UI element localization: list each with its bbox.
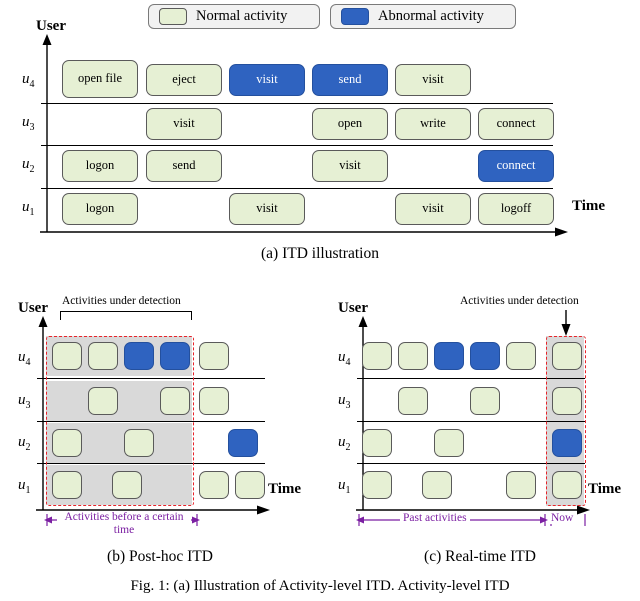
panel-b-top-brace — [60, 311, 192, 320]
activity-cell[interactable] — [506, 471, 536, 499]
activity-box[interactable]: connect — [478, 108, 554, 140]
activity-box[interactable]: write — [395, 108, 471, 140]
panel-c-time-axis-label: Time — [588, 481, 622, 497]
activity-box[interactable]: visit — [229, 64, 305, 96]
panel-c-top-annotation: Activities under detection — [460, 295, 579, 307]
activity-cell[interactable] — [362, 342, 392, 370]
legend-abnormal-label: Abnormal activity — [378, 8, 484, 24]
activity-cell[interactable] — [199, 387, 229, 415]
activity-cell[interactable] — [434, 342, 464, 370]
activity-cell[interactable] — [235, 471, 265, 499]
activity-box[interactable]: visit — [229, 193, 305, 225]
activity-box[interactable]: eject — [146, 64, 222, 96]
activity-box[interactable]: logon — [62, 150, 138, 182]
panel-b-bottom-annotation: Activities before a certain time — [57, 511, 191, 537]
panel-a-user-axis-label: User — [36, 18, 66, 34]
activity-box[interactable]: visit — [146, 108, 222, 140]
panel-b-detection-region — [46, 336, 194, 506]
panel-b-row-label-u2: $u_2$ — [18, 434, 31, 453]
panel-c-row-label-u4: $u_4$ — [338, 349, 351, 368]
panel-b-user-axis-label: User — [18, 300, 48, 316]
activity-box[interactable]: connect — [478, 150, 554, 182]
activity-cell[interactable] — [470, 342, 500, 370]
panel-b-row-label-u4: $u_4$ — [18, 349, 31, 368]
panel-c-top-arrow — [560, 310, 572, 336]
panel-b-row-label-u1: $u_1$ — [18, 477, 31, 496]
panel-c-row-label-u3: $u_3$ — [338, 392, 351, 411]
activity-cell[interactable] — [434, 429, 464, 457]
panel-a-row-label-u2: $u_2$ — [22, 156, 35, 175]
panel-a-time-axis-label: Time — [572, 198, 606, 214]
activity-cell[interactable] — [398, 387, 428, 415]
figure-caption: Fig. 1: (a) Illustration of Activity-level ITD. Activity-level ITD — [130, 578, 510, 594]
panel-c — [320, 0, 640, 601]
activity-box[interactable]: send — [312, 64, 388, 96]
panel-c-row-label-u2: $u_2$ — [338, 434, 351, 453]
panel-c-caption: (c) Real-time ITD — [424, 548, 536, 565]
activity-box[interactable]: logoff — [478, 193, 554, 225]
activity-box[interactable]: visit — [395, 193, 471, 225]
panel-c-row-label-u1: $u_1$ — [338, 477, 351, 496]
activity-cell[interactable] — [362, 471, 392, 499]
activity-box[interactable]: logon — [62, 193, 138, 225]
panel-a-row-label-u3: $u_3$ — [22, 114, 35, 133]
activity-box[interactable]: visit — [312, 150, 388, 182]
activity-cell[interactable] — [470, 387, 500, 415]
panel-c-bottom-annotation-right: Now — [551, 512, 574, 524]
legend-normal-label: Normal activity — [196, 8, 288, 24]
activity-box[interactable]: open file — [62, 60, 138, 98]
panel-b-caption: (b) Post-hoc ITD — [107, 548, 213, 565]
panel-b-row-label-u3: $u_3$ — [18, 392, 31, 411]
activity-box[interactable]: open — [312, 108, 388, 140]
activity-box[interactable]: send — [146, 150, 222, 182]
panel-a-row-label-u1: $u_1$ — [22, 199, 35, 218]
panel-c-detection-region — [546, 336, 586, 506]
activity-cell[interactable] — [362, 429, 392, 457]
activity-box[interactable]: visit — [395, 64, 471, 96]
panel-a-row-label-u4: $u_4$ — [22, 71, 35, 90]
panel-b-time-axis-label: Time — [268, 481, 302, 497]
panel-a-caption: (a) ITD illustration — [261, 245, 379, 262]
activity-cell[interactable] — [422, 471, 452, 499]
activity-cell[interactable] — [199, 471, 229, 499]
activity-cell[interactable] — [506, 342, 536, 370]
activity-cell[interactable] — [228, 429, 258, 457]
panel-b-top-annotation: Activities under detection — [62, 295, 181, 307]
activity-cell[interactable] — [398, 342, 428, 370]
panel-c-bottom-annotation-left: Past activities — [400, 512, 470, 524]
panel-c-user-axis-label: User — [338, 300, 368, 316]
activity-cell[interactable] — [199, 342, 229, 370]
